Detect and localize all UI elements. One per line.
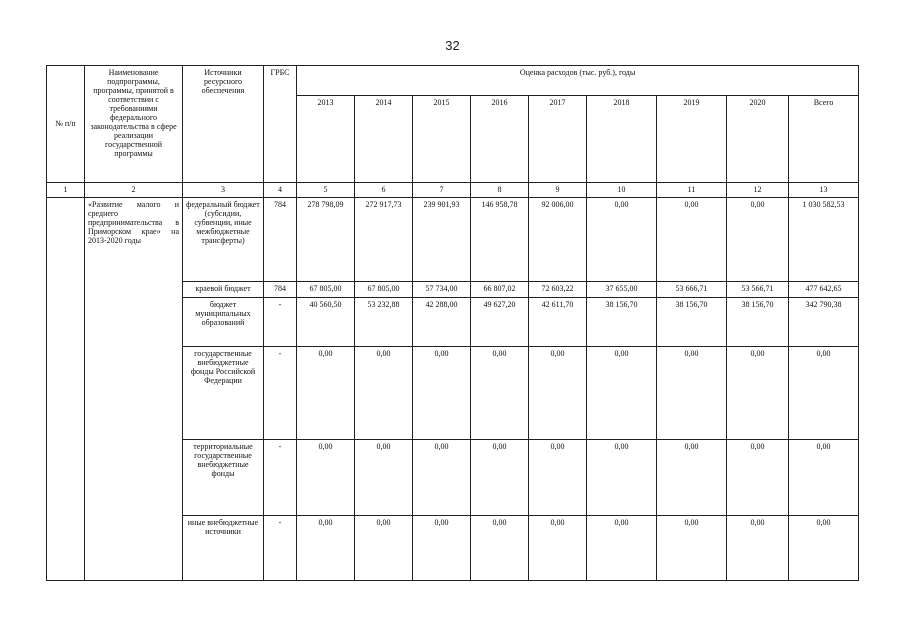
year-header: 2018 [587,96,657,183]
value-cell: 92 006,00 [529,197,587,281]
value-cell: 38 156,70 [727,297,789,347]
value-cell: 0,00 [413,347,471,440]
value-cell: 0,00 [587,347,657,440]
value-cell: 0,00 [297,516,355,581]
value-cell: 0,00 [727,440,789,516]
program-name: «Развитие малого и среднего предпринимательства в Приморском крае» на 2013-2020 годы [85,197,183,580]
total-cell: 0,00 [789,440,859,516]
column-number: 9 [529,182,587,197]
column-number: 7 [413,182,471,197]
value-cell: 42 288,00 [413,297,471,347]
value-cell: 0,00 [587,516,657,581]
year-header: 2014 [355,96,413,183]
budget-table [46,65,859,581]
value-cell: 0,00 [657,440,727,516]
column-number: 4 [264,182,297,197]
value-cell: 0,00 [471,440,529,516]
value-cell: 42 611,70 [529,297,587,347]
column-numbers-row [47,182,859,197]
column-number: 5 [297,182,355,197]
value-cell: 0,00 [727,516,789,581]
value-cell: 0,00 [471,516,529,581]
value-cell: 53 232,88 [355,297,413,347]
value-cell: 40 560,50 [297,297,355,347]
table-row [47,197,859,281]
total-cell: 0,00 [789,347,859,440]
year-header: 2020 [727,96,789,183]
value-cell: 0,00 [413,440,471,516]
value-cell: 278 798,09 [297,197,355,281]
value-cell: 0,00 [355,440,413,516]
year-header: 2019 [657,96,727,183]
column-number: 3 [183,182,264,197]
value-cell: 0,00 [471,347,529,440]
value-cell: 37 655,00 [587,282,657,297]
value-cell: 53 566,71 [727,282,789,297]
column-number: 2 [85,182,183,197]
column-number: 12 [727,182,789,197]
value-cell: 0,00 [297,440,355,516]
value-cell: 0,00 [657,347,727,440]
value-cell: 0,00 [413,516,471,581]
value-cell: 57 734,00 [413,282,471,297]
year-header: 2015 [413,96,471,183]
header-source: Источники ресурсного обеспечения [183,66,264,183]
value-cell: 67 805,00 [297,282,355,297]
column-number: 1 [47,182,85,197]
value-cell: 0,00 [529,440,587,516]
value-cell: 38 156,70 [657,297,727,347]
value-cell: 49 627,20 [471,297,529,347]
source-cell: бюджет муниципальных образований [183,297,264,347]
column-number: 8 [471,182,529,197]
column-number: 11 [657,182,727,197]
grbs-cell: - [264,347,297,440]
grbs-cell: - [264,516,297,581]
value-cell: 0,00 [587,440,657,516]
value-cell: 38 156,70 [587,297,657,347]
total-header: Всего [789,96,859,183]
header-num: № п/п [47,66,85,183]
total-cell: 0,00 [789,516,859,581]
value-cell: 67 805,00 [355,282,413,297]
column-number: 6 [355,182,413,197]
year-header: 2013 [297,96,355,183]
value-cell: 0,00 [529,516,587,581]
value-cell: 0,00 [297,347,355,440]
value-cell: 66 807,02 [471,282,529,297]
total-cell: 342 790,38 [789,297,859,347]
value-cell: 0,00 [355,347,413,440]
source-cell: территориальные государственные внебюджетные фонды [183,440,264,516]
header-grbs: ГРБС [264,66,297,183]
grbs-cell: - [264,297,297,347]
source-cell: краевой бюджет [183,282,264,297]
value-cell: 0,00 [657,516,727,581]
value-cell: 53 666,71 [657,282,727,297]
value-cell: 239 901,93 [413,197,471,281]
grbs-cell: - [264,440,297,516]
header-name: Наименование подпрограммы, программы, принятой в соответствии с требованиями федерального законодательства в сфере реализации государственной программы [85,66,183,183]
grbs-cell: 784 [264,282,297,297]
value-cell: 272 917,73 [355,197,413,281]
column-number: 10 [587,182,657,197]
row-number-cell [47,197,85,580]
page-number: 32 [445,38,460,53]
value-cell: 72 603,22 [529,282,587,297]
grbs-cell: 784 [264,197,297,281]
header-estimate: Оценка расходов (тыс. руб.), годы [297,66,859,96]
value-cell: 146 958,78 [471,197,529,281]
value-cell: 0,00 [727,347,789,440]
source-cell: государственные внебюджетные фонды Российской Федерации [183,347,264,440]
value-cell: 0,00 [657,197,727,281]
value-cell: 0,00 [529,347,587,440]
total-cell: 477 642,65 [789,282,859,297]
source-cell: иные внебюджетные источники [183,516,264,581]
value-cell: 0,00 [727,197,789,281]
year-header: 2016 [471,96,529,183]
total-cell: 1 030 582,53 [789,197,859,281]
column-number: 13 [789,182,859,197]
value-cell: 0,00 [355,516,413,581]
year-header: 2017 [529,96,587,183]
source-cell: федеральный бюджет (субсидии, субвенции, иные межбюджетные трансферты) [183,197,264,281]
value-cell: 0,00 [587,197,657,281]
